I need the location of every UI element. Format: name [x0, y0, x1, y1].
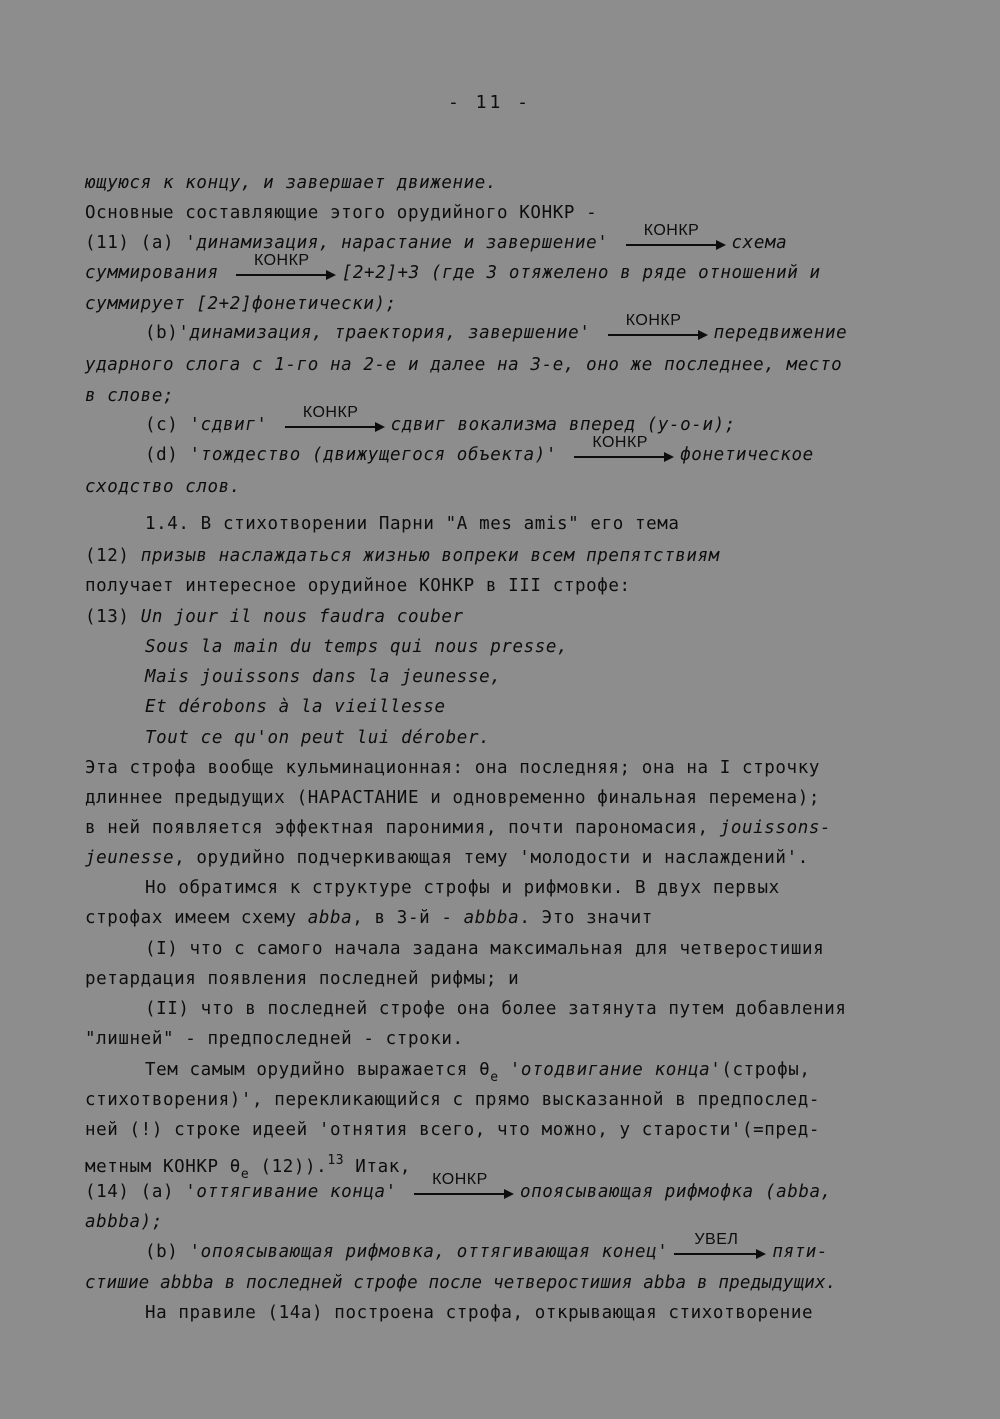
- text-line: (I) что с самого начала задана максимальная для четверостишия: [145, 939, 825, 959]
- poem-line: Sous la main du temps qui nous presse,: [145, 637, 569, 657]
- poem-line: Et dérobons à la vieillesse: [145, 697, 446, 717]
- text-line: метным КОНКР $\theta_e$ (12)).$^{13}$ Итак,: [85, 1153, 411, 1182]
- arrow-konkr: КОНКР: [236, 262, 336, 284]
- rule-11c: (с) 'сдвиг' КОНКР сдвиг вокализма вперед (у-о-и);: [145, 404, 736, 435]
- arrow-konkr: КОНКР: [414, 1181, 514, 1203]
- text-line: суммирует [2+2]фонетически);: [85, 294, 397, 314]
- text-line: Эта строфа вообще кульминационная: она последняя; она на I строчку: [85, 758, 820, 778]
- text-line: ющуюся к концу, и завершает движение.: [85, 173, 498, 193]
- text-line: (II) что в последней строфе она более затянута путем добавления: [145, 999, 847, 1019]
- section-heading: 1.4. В стихотворении Парни "A mes amis" его тема: [145, 514, 680, 534]
- rule-14a: (14) (а) 'оттягивание конца' КОНКР опоясывающая рифмофка (abba,: [85, 1171, 832, 1202]
- poem-line: Tout ce qu'on peut lui dérober.: [145, 728, 491, 748]
- text-line: суммирования КОНКР [2+2]+3 (где 3 отяжелено в ряде отношений и: [85, 252, 821, 283]
- text-line: длиннее предыдущих (НАРАСТАНИЕ и одновременно финальная перемена);: [85, 788, 820, 808]
- text-line: ретардация появления последней рифмы; и: [85, 969, 520, 989]
- text-line: ней (!) строке идеей 'отнятия всего, что можно, у старости'(=пред-: [85, 1120, 820, 1140]
- text-line: abbba);: [85, 1212, 163, 1232]
- text-line: Основные составляющие этого орудийного КОНКР -: [85, 203, 598, 223]
- arrow-konkr: КОНКР: [626, 232, 726, 254]
- page-number: - 11 -: [448, 92, 532, 113]
- rule-11d: (d) 'тождество (движущегося объекта)' КОНКР фонетическое: [145, 434, 814, 465]
- text-line: получает интересное орудийное КОНКР в III строфе:: [85, 576, 631, 596]
- text-line: ударного слога с 1-го на 2-е и далее на 3-е, оно же последнее, место: [85, 355, 843, 375]
- arrow-konkr: КОНКР: [285, 414, 385, 436]
- poem-line: (13) Un jour il nous faudra couber: [85, 607, 464, 627]
- text-line: в слове;: [85, 386, 175, 406]
- rule-11b: (b)'динамизация, траектория, завершение' КОНКР передвижение: [145, 312, 848, 343]
- text-line: На правиле (14а) построена строфа, открывающая стихотворение: [145, 1303, 814, 1323]
- text-line: стишие abbba в последней строфе после четверостишия abba в предыдущих.: [85, 1273, 837, 1293]
- rule-11a: (11) (а) 'динамизация, нарастание и завершение' КОНКР схема: [85, 222, 788, 253]
- text-line: в ней появляется эффектная паронимия, почти парономасия, jouissons-: [85, 818, 832, 838]
- text-line: Но обратимся к структуре строфы и рифмовки. В двух первых: [145, 878, 780, 898]
- text-line: строфах имеем схему abba, в 3-й - abbba. Это значит: [85, 908, 653, 928]
- text-line: (12) призыв наслаждаться жизнью вопреки всем препятствиям: [85, 546, 720, 566]
- text-line: стихотворения)', перекликающийся с прямо высказанной в предпослед-: [85, 1090, 820, 1110]
- poem-line: Mais jouissons dans la jeunesse,: [145, 667, 502, 687]
- text-line: "лишней" - предпоследней - строки.: [85, 1029, 464, 1049]
- text-line: Тем самым орудийно выражается $\theta_e$ 'отодвигание конца'(строфы,: [145, 1060, 811, 1085]
- rule-14b: (b) 'опоясывающая рифмовка, оттягивающая конец' УВЕЛ пяти-: [145, 1231, 829, 1262]
- text-line: сходство слов.: [85, 477, 241, 497]
- footnote-marker: 13: [327, 1153, 345, 1168]
- arrow-konkr: КОНКР: [608, 322, 708, 344]
- arrow-uvel: УВЕЛ: [674, 1241, 766, 1263]
- arrow-konkr: КОНКР: [574, 444, 674, 466]
- text-line: jeunesse, орудийно подчеркивающая тему 'молодости и наслаждений'.: [85, 848, 809, 868]
